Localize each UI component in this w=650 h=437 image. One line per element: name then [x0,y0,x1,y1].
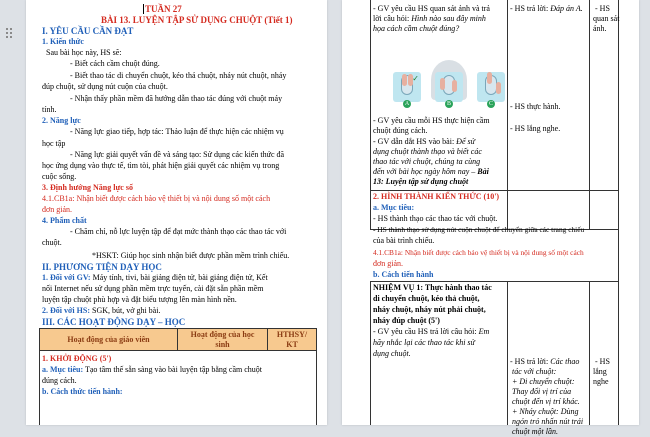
paragraph: - Năng lực giải quyết vấn đề và sáng tạo: Sử dụng các kiến thức đã [70,150,285,159]
subsection-heading: b. Cách thức tiến hành: [42,387,123,396]
option-c-badge: C [488,101,493,107]
paragraph: chuột. [42,238,62,247]
student-answer: ngón trỏ nhấn nút trái [512,417,584,426]
paragraph: - GV yêu cầu HS quan sát ảnh và trả [373,4,490,13]
paragraph: học ứng dụng vào thực tế, tìm tòi, phát hiện giải quyết các nhiệm vụ trong [42,161,280,170]
paragraph: 4.1.CB1a: Nhận biết được cách bảo vệ thiết bị và nội dung số một cách [42,194,271,203]
text-cursor [143,4,144,14]
paragraph: đúp chuột, sử dụng nút cuộn của chuột. [42,82,168,91]
subsection-heading: 1. Kiến thức [42,37,84,46]
drag-handle-icon[interactable] [6,28,14,42]
subsection-heading: 3. Định hướng Năng lực số [42,183,133,192]
support-note: ảnh. [593,24,607,33]
paragraph: - Nhận thấy phần mềm đã hướng dẫn thao tác đúng với chuột máy [70,94,283,103]
paragraph: *HSKT: Giúp học sinh nhận biết được phần mềm trình chiếu. [92,251,290,260]
hand-mouse-a-icon: ✓ [393,72,421,102]
paragraph: nối Internet nếu sử dụng phần mềm trực tuyến, cài đặt sẵn phần mềm [42,284,264,293]
section-heading: II. PHƯƠNG TIỆN DẠY HỌC [42,262,162,272]
paragraph: - Chăm chỉ, nỗ lực luyện tập để đạt mức thành thạo các thao tác với [70,227,287,236]
student-answer: + Di chuyển chuột: [512,377,575,386]
paragraph: 1. Đối với GV: Máy tính, tivi, bài giảng điện tử, bài giảng điện tử, Kết [42,273,268,282]
paragraph: 2. Đối với HS: SGK, bút, vở ghi bài. [42,306,161,315]
student-answer: tác với chuột: [512,367,557,376]
paragraph: chuột đúng cách. [373,126,428,135]
paragraph: - GV yêu cầu HS trả lời câu hỏi: Em [373,327,490,336]
student-answer: + Nháy chuột: Dùng [512,407,579,416]
table-header-support: KT [286,340,298,349]
section-heading: III. CÁC HOẠT ĐỘNG DẠY – HỌC [42,317,186,327]
table-header-student: sinh [215,340,230,349]
paragraph: thao tác với chuột, chúng ta cùng [373,157,481,166]
paragraph: 4.1.CB1a: Nhận biết được cách bảo vệ thiết bị và nội dung số một cách [373,248,584,257]
paragraph: - GV dẫn dắt HS vào bài: Để sử [373,137,475,146]
table-header-student: Hoạt động của học [190,330,255,339]
support-note: nghe [593,377,609,386]
task-heading: nháy chuột, nháy nút phải chuột, [373,305,486,314]
paragraph: đúng cách. [42,376,77,385]
paragraph: họa cách cầm chuột đúng? [373,24,460,33]
paragraph: - Biết thao tác di chuyển chuột, kéo thả chuột, nháy nút chuột, nháy [70,71,287,80]
paragraph: dụng chuột thành thạo và biết các [373,147,482,156]
paragraph: cuộc sống. [42,172,77,181]
subsection-heading: b. Cách tiến hành [373,270,434,279]
paragraph: 13: Luyện tập sử dụng chuột [373,177,469,186]
document-page-2 [342,0,639,436]
lesson-title: BÀI 13. LUYỆN TẬP SỬ DỤNG CHUỘT (Tiết 1) [101,15,293,25]
paragraph: của bài trình chiếu. [373,236,435,245]
task-heading: nháy đúp chuột (5') [373,316,440,325]
paragraph: a. Mục tiêu: Tạo tâm thế sẵn sàng vào bài luyện tập bằng cầm chuột [42,365,263,374]
paragraph: luyện tập chuột phù hợp và đặt biểu tượng lên màn hình nền. [42,295,237,304]
student-answer: - HS lắng nghe. [510,124,561,133]
paragraph: lời câu hỏi: Hình nào sau đây minh [373,14,486,23]
option-a-badge: A [404,101,410,107]
subsection-heading: a. Mục tiêu: [373,203,415,212]
document-page-1 [26,0,327,425]
paragraph: - HS thành thạo các thao tác với chuột. [373,214,498,223]
table-header-support: HTHSY/ [276,330,308,339]
table-header-teacher: Hoạt động của giáo viên [67,335,150,344]
hand-mouse-c-icon [477,72,505,102]
section-heading: I. YÊU CẦU CẦN ĐẠT [42,26,134,36]
table-section-heading: 1. KHỞI ĐỘNG (5') [42,354,112,363]
table-section-heading: 2. HÌNH THÀNH KIẾN THỨC (10') [373,192,500,201]
paragraph: đến với bài học ngày hôm nay – Bài [373,167,489,176]
task-heading: NHIỆM VỤ 1: Thực hành thao tác [373,283,492,292]
paragraph: đơn giản. [373,259,404,268]
paragraph: - Năng lực giao tiếp, hợp tác: Thảo luận để thực hiện các nhiệm vụ [70,127,284,136]
subsection-heading: 2. Năng lực [42,116,81,125]
support-note: - HS [595,357,610,366]
student-answer: - HS trả lời: Đáp án A. [510,4,583,13]
task-heading: di chuyển chuột, kéo thả chuột, [373,294,480,303]
paragraph: học tập [42,139,66,148]
paragraph: hãy nhắc lại các thao tác khi sử [373,338,475,347]
hand-mouse-b-icon [435,72,463,102]
mouse-grip-figure [389,60,509,110]
student-answer: chuột đến vị trí khác. [512,397,580,406]
support-note: lắng [593,367,607,376]
student-answer: chuột một lần. [512,427,558,436]
support-note: quan sát [593,14,620,23]
paragraph: đơn giản. [42,205,73,214]
student-answer: - HS thực hành. [510,102,561,111]
student-answer: - HS trả lời: Các thao [510,357,580,366]
subsection-heading: 4. Phẩm chất [42,216,87,225]
paragraph: - GV yêu cầu mỗi HS thực hiện cầm [373,116,490,125]
paragraph: - Biết cách cầm chuột đúng. [70,59,160,68]
paragraph: dụng chuột. [373,349,411,358]
paragraph: tính. [42,105,57,114]
week-label: TUẦN 27 [145,4,182,14]
paragraph: Sau bài học này, HS sẽ: [46,48,122,57]
student-answer: Thay đổi vị trí của [512,387,572,396]
option-b-badge: B [446,101,451,107]
paragraph: - HS thành thạo sử dụng nút cuộn chuột để chuyển giữa các trang chiếu [373,225,585,234]
support-note: - HS [595,4,610,13]
